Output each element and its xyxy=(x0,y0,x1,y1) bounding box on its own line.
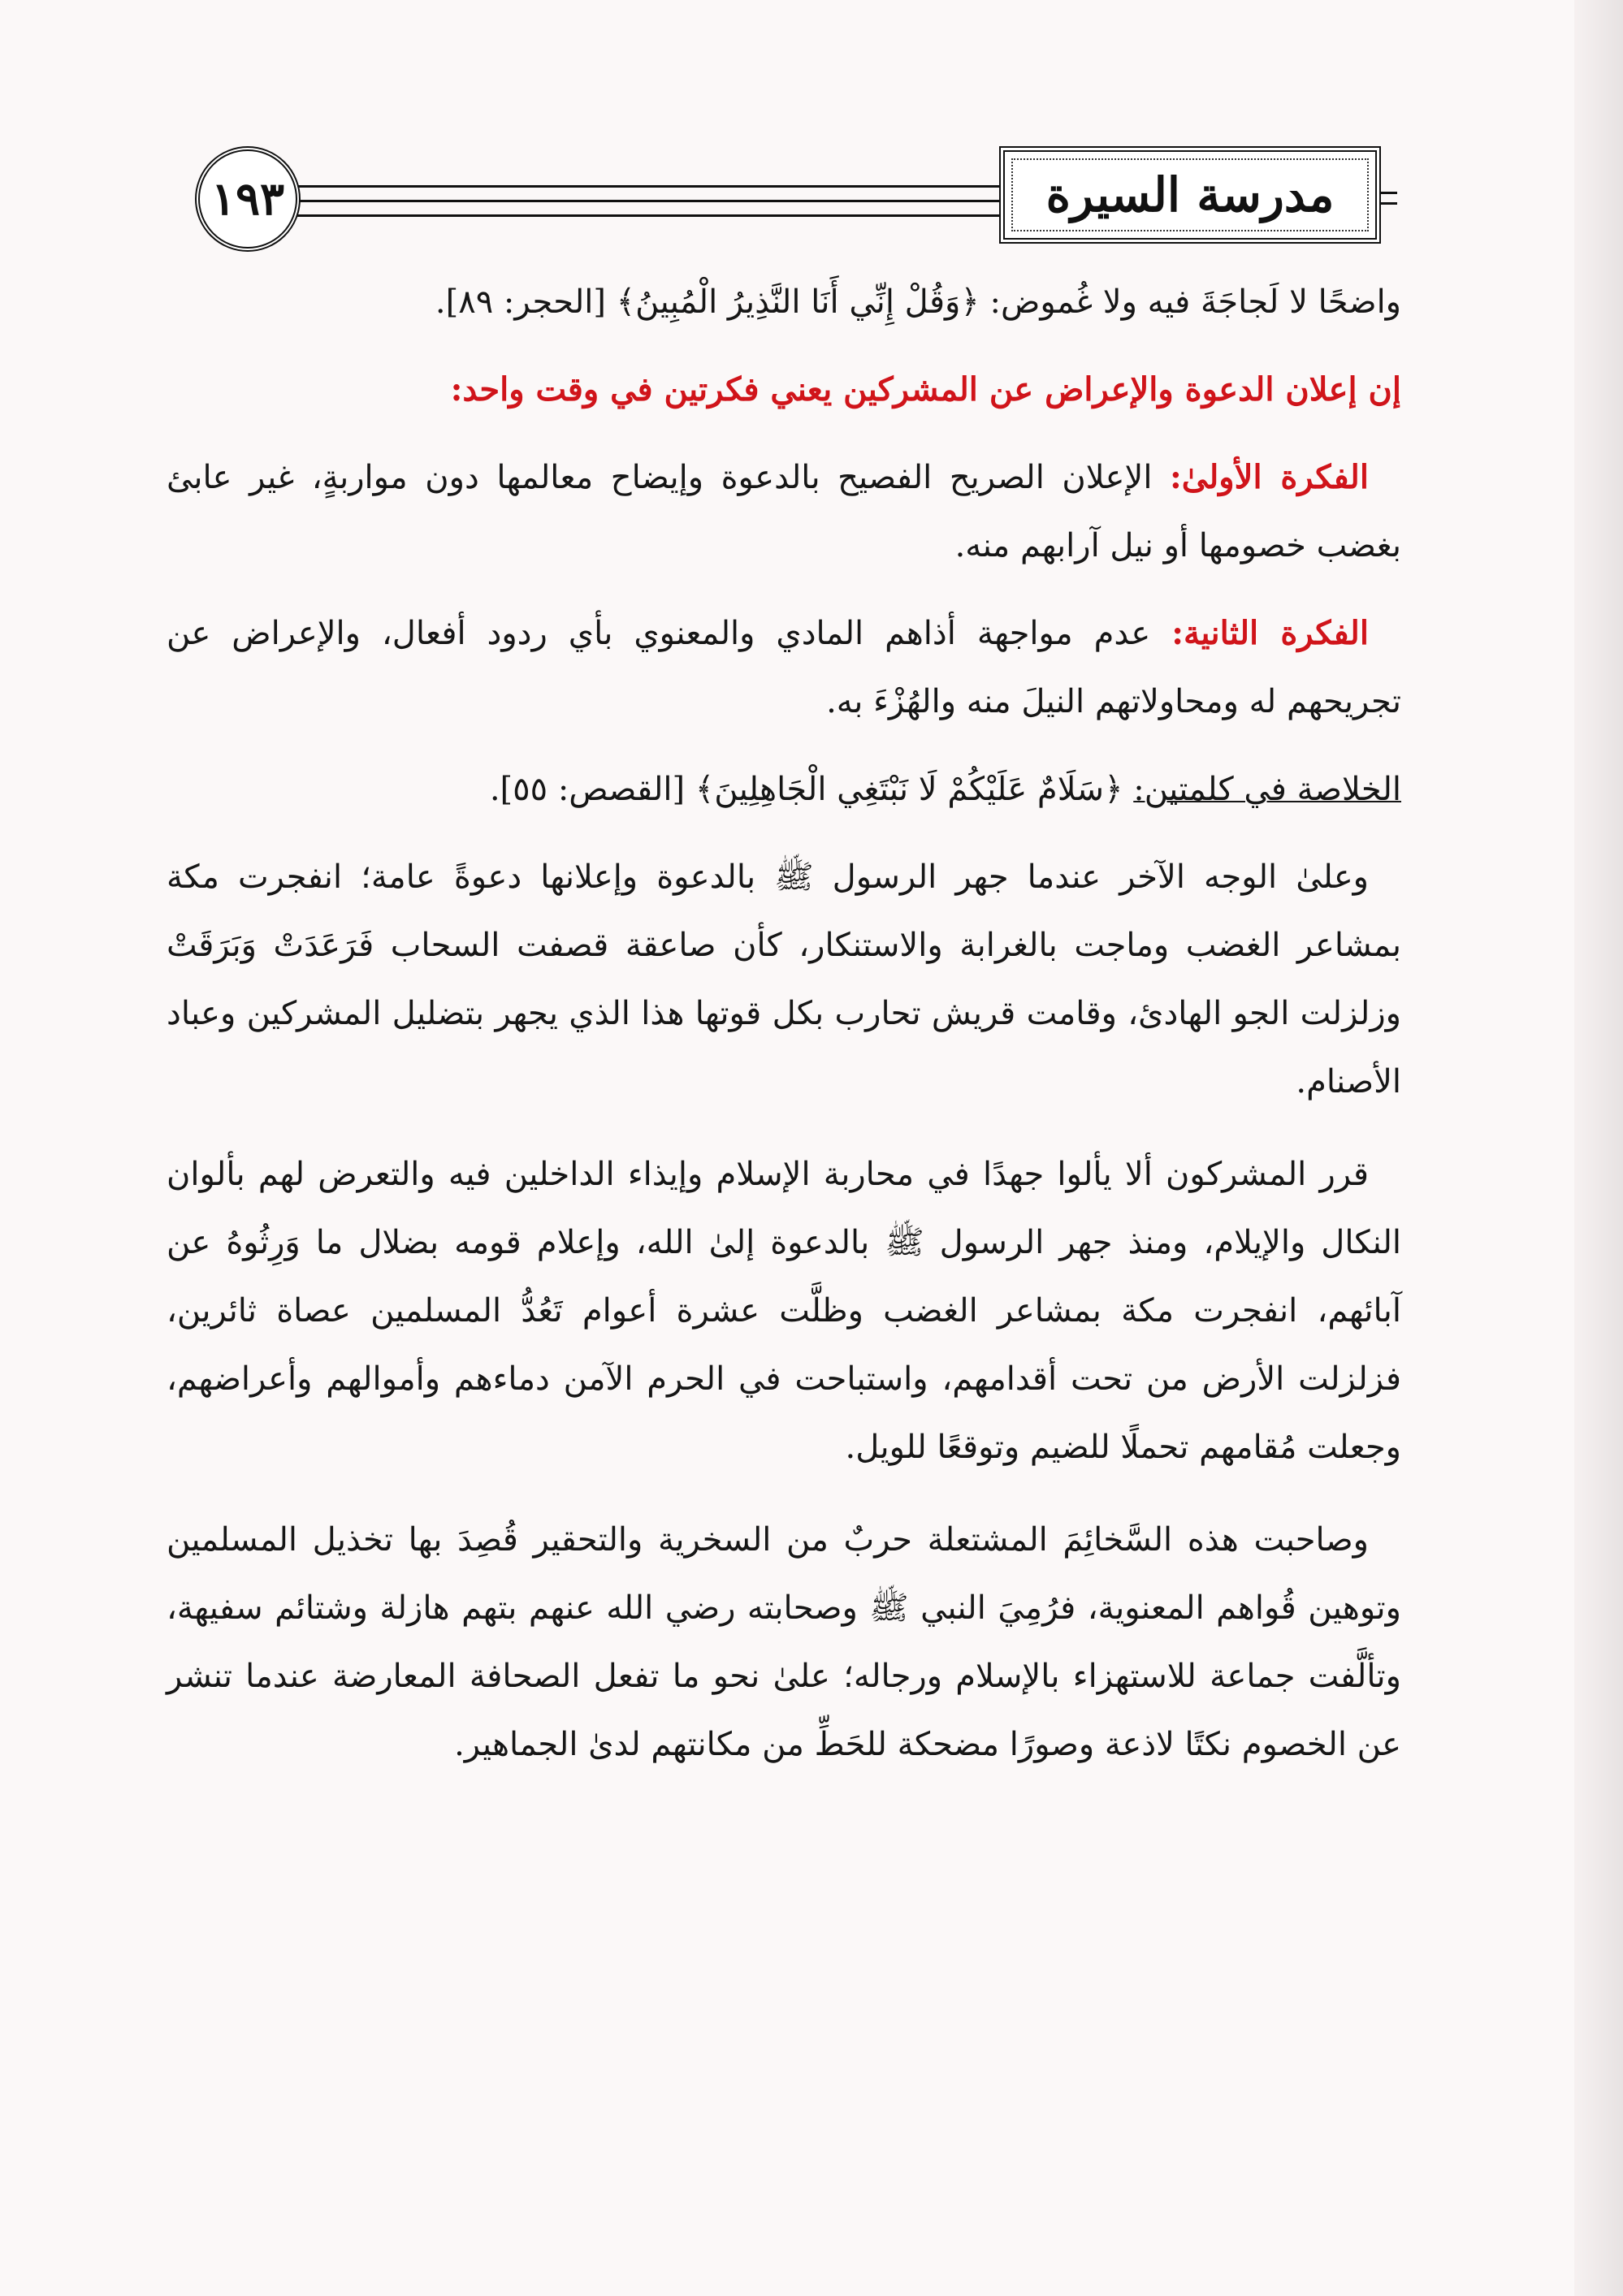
idea-1-text: الإعلان الصريح الفصيح بالدعوة وإيضاح معالمها دون مواربةٍ، غير عابئ بغضب خصومها أو نيل آرابهم منه. xyxy=(167,459,1401,564)
paragraph xyxy=(167,1140,1401,1481)
section-heading: إن إعلان الدعوة والإعراض عن المشركين يعني فكرتين في وقت واحد: xyxy=(450,370,1401,409)
page-number: ١٩٣ xyxy=(195,146,301,252)
page-edge xyxy=(1574,0,1623,2296)
paragraph: واضحًا لا لَجاجَةَ فيه ولا غُموض: ﴿وَقُلْ إِنِّي أَنَا النَّذِيرُ الْمُبِينُ﴾ [الحجر: ٨٩]. xyxy=(435,283,1401,321)
paragraph xyxy=(167,1506,1401,1779)
paragraph xyxy=(167,843,1401,1116)
paragraph-text: قرر المشركون ألا يألوا جهدًا في محاربة الإسلام وإيذاء الداخلين فيه والتعرض لهم بألوان النكال والإيلام، ومنذ جهر الرسول ﷺ بالدعوة إلىٰ الله، وإعلام قومه بضلال ما وَرِثُوهُ عن آبائهم، انفجرت مكة بمشاعر الغضب وظلَّت عشرة أعوام تَعُدُّ المسلمين عصاة ثائرين، فزلزلت الأرض من تحت أقدامهم، واستباحت في الحرم الآمن دماءهم وأموالهم وأعراضهم، وجعلت مُقامهم تحملًا للضيم وتوقعًا للويل. xyxy=(167,1156,1401,1466)
header-rule xyxy=(284,185,1007,188)
running-title: مدرسة السيرة xyxy=(1045,167,1335,223)
paragraph-text: وصاحبت هذه السَّخائِمَ المشتعلة حربٌ من السخرية والتحقير قُصِدَ بها تخذيل المسلمين وتوهين قُواهم المعنوية، فرُمِيَ النبي ﷺ وصحابته رضي الله عنهم بتهم هازلة وشتائم سفيهة، وتألَّفت جماعة للاستهزاء بالإسلام ورجاله؛ علىٰ نحو ما تفعل الصحافة المعارضة عندما تنشر عن الخصوم نكتًا لاذعة وصورًا مضحكة للحَطِّ من مكانتهم لدىٰ الجماهير. xyxy=(167,1521,1401,1763)
idea-1-label: الفكرة الأولىٰ: xyxy=(1170,458,1369,496)
conclusion-label: الخلاصة في كلمتين: xyxy=(1133,771,1401,808)
idea-2-text: عدم مواجهة أذاهم المادي والمعنوي بأي ردود أفعال، والإعراض عن تجريحهم له ومحاولاتهم النيلَ منه والهُزْءَ به. xyxy=(167,615,1401,720)
conclusion xyxy=(167,755,1401,824)
page-header xyxy=(162,146,1397,252)
idea-2-label: الفكرة الثانية: xyxy=(1171,614,1369,652)
page-body xyxy=(167,268,1401,1779)
header-rule xyxy=(284,214,1007,217)
header-rule xyxy=(284,200,1007,202)
idea-2 xyxy=(167,599,1401,736)
conclusion-text: ﴿سَلَامٌ عَلَيْكُمْ لَا نَبْتَغِي الْجَاهِلِينَ﴾ [القصص: ٥٥]. xyxy=(489,771,1134,808)
paragraph-text: وعلىٰ الوجه الآخر عندما جهر الرسول ﷺ بالدعوة وإعلانها دعوةً عامة؛ انفجرت مكة بمشاعر الغضب وماجت بالغرابة والاستنكار، كأن صاعقة قصفت السحاب فَرَعَدَتْ وَبَرَقَتْ وزلزلت الجو الهادئ، وقامت قريش تحارب بكل قوتها هذا الذي يجهر بتضليل المشركين وعباد الأصنام. xyxy=(167,858,1401,1100)
idea-1 xyxy=(167,443,1401,580)
running-title-plate xyxy=(999,146,1381,244)
